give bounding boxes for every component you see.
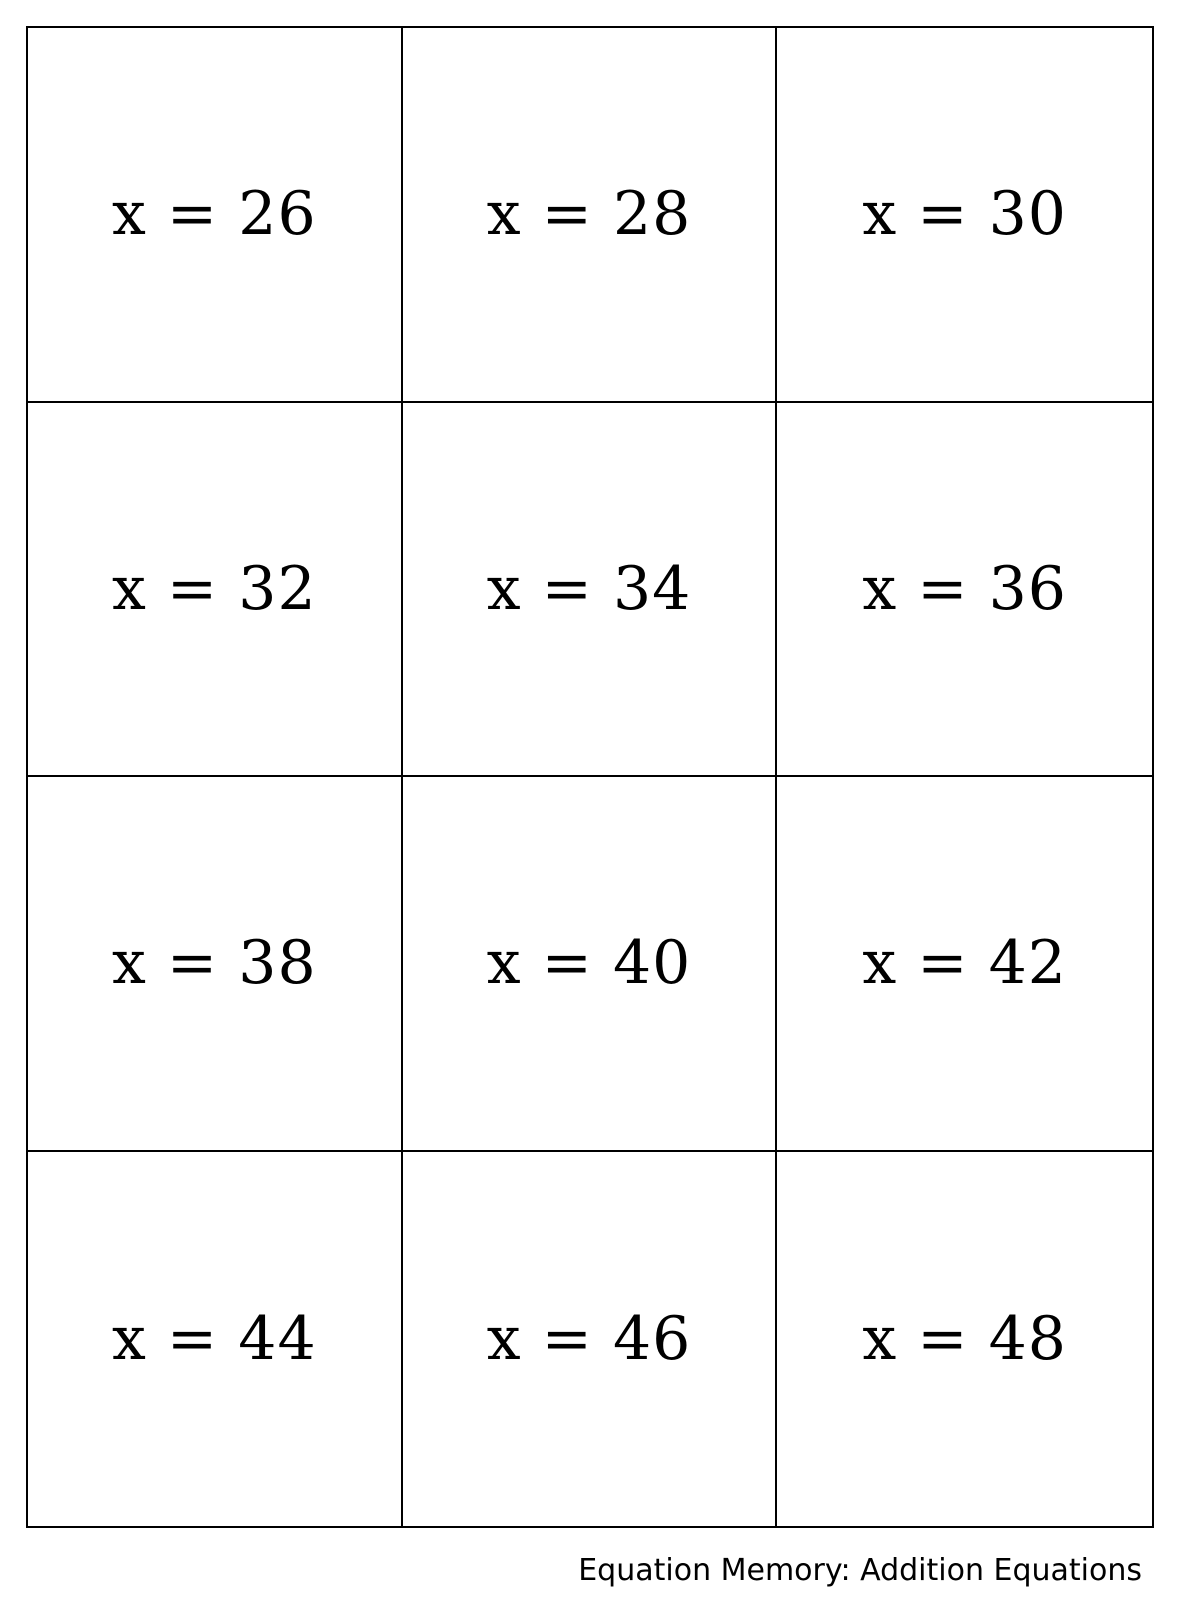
memory-card [28, 28, 403, 403]
card-equation: x = 38 [112, 928, 317, 999]
card-equation: x = 46 [486, 1303, 692, 1374]
memory-card [403, 403, 778, 778]
card-equation: x = 28 [486, 179, 692, 250]
card-equation: x = 40 [486, 928, 692, 999]
memory-card [28, 403, 403, 778]
memory-card [777, 403, 1152, 778]
memory-card [777, 28, 1152, 403]
footer-caption: Equation Memory: Addition Equations [578, 1553, 1142, 1588]
card-equation: x = 48 [862, 1303, 1067, 1374]
card-equation: x = 44 [112, 1303, 317, 1374]
memory-card [403, 777, 778, 1152]
memory-card [777, 1152, 1152, 1527]
card-equation: x = 34 [486, 553, 692, 624]
memory-card [28, 777, 403, 1152]
card-equation: x = 26 [112, 179, 317, 250]
memory-card [28, 1152, 403, 1527]
card-equation: x = 32 [112, 553, 317, 624]
card-grid [26, 26, 1154, 1528]
memory-card [777, 777, 1152, 1152]
memory-card [403, 1152, 778, 1527]
card-equation: x = 36 [862, 553, 1067, 624]
memory-card [403, 28, 778, 403]
card-equation: x = 30 [862, 179, 1067, 250]
card-equation: x = 42 [862, 928, 1067, 999]
